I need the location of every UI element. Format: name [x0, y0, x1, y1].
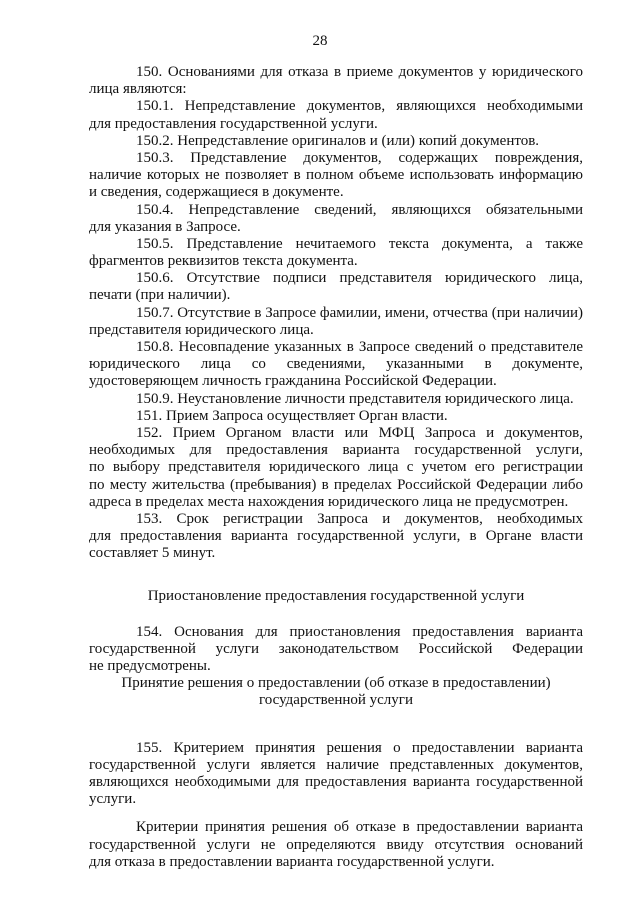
text-line: 150. Основаниями для отказа в приеме документов у юридического: [136, 64, 583, 80]
text-line: 150.6. Отсутствие подписи представителя юридического лица,: [136, 270, 583, 287]
text-line: государственной услуги не определяются ввиду отсутствия оснований: [89, 836, 583, 853]
text-line: 151. Прием Запроса осуществляет Орган власти.: [136, 407, 448, 424]
text-line: для отказа в предоставлении варианта государственной услуги.: [89, 853, 495, 870]
text-line: 155. Критерием принятия решения о предоставлении варианта: [136, 739, 583, 756]
text-line: для предоставления варианта государственной услуги, в Органе власти: [89, 528, 583, 545]
text-line: адреса в пределах места нахождения юридического лица не предусмотрен.: [89, 493, 569, 510]
text-line: 150.3. Представление документов, содержащих повреждения,: [136, 149, 583, 166]
page-number: 28: [312, 33, 328, 49]
text-line: государственной услуги законодательством Российской Федерации: [89, 640, 583, 657]
section-heading: Принятие решения о предоставлении (об отказе в предоставлении): [121, 675, 551, 692]
text-line: 153. Срок регистрации Запроса и документов, необходимых: [136, 510, 583, 527]
text-line: наличие которых не позволяет в полном объеме использовать информацию: [89, 167, 583, 184]
text-line: 152. Прием Органом власти или МФЦ Запроса и документов,: [136, 424, 583, 441]
text-line: необходимых для предоставления варианта государственной услуги,: [89, 442, 583, 459]
text-line: и сведения, содержащиеся в документе.: [89, 184, 344, 201]
text-line: удостоверяющем личность гражданина Российской Федерации.: [89, 373, 497, 390]
text-line: юридического лица со сведениями, указанными в документе,: [89, 356, 583, 373]
text-line: Критерии принятия решения об отказе в предоставлении варианта: [136, 819, 583, 836]
section-heading: Приостановление предоставления государственной услуги: [147, 588, 525, 605]
text-line: 150.9. Неустановление личности представителя юридического лица.: [136, 390, 574, 407]
text-line: фрагментов реквизитов текста документа.: [89, 253, 358, 270]
text-line: 150.4. Непредставление сведений, являющихся обязательными: [136, 201, 583, 218]
section-heading: государственной услуги: [259, 692, 413, 709]
text-line: 150.1. Непредставление документов, являющихся необходимыми: [136, 98, 583, 115]
text-line: для указания в Запросе.: [89, 218, 241, 235]
text-line: по выбору представителя юридического лица с учетом его регистрации: [89, 459, 583, 476]
text-line: 150.7. Отсутствие в Запросе фамилии, имени, отчества (при наличии): [136, 304, 583, 321]
text-line: не предусмотрены.: [89, 658, 211, 674]
text-line: 154. Основания для приостановления предоставления варианта: [136, 623, 583, 640]
text-line: 150.8. Несовпадение указанных в Запросе сведений о представителе: [136, 339, 583, 355]
text-line: по месту жительства (пребывания) в пределах Российской Федерации либо: [89, 476, 583, 493]
document-body: [89, 64, 583, 871]
text-line: 150.2. Непредставление оригиналов и (или) копий документов.: [136, 132, 540, 149]
text-line: лица являются:: [89, 81, 187, 98]
text-line: 150.5. Представление нечитаемого текста документа, а также: [136, 235, 583, 252]
text-line: печати (при наличии).: [89, 287, 231, 304]
text-line: составляет 5 минут.: [89, 545, 216, 562]
text-line: государственной услуги является наличие представленных документов,: [89, 756, 583, 773]
text-line: являющихся необходимыми для предоставления варианта государственной: [89, 773, 583, 790]
text-line: для предоставления государственной услуги.: [89, 115, 378, 132]
text-line: представителя юридического лица.: [89, 321, 314, 338]
text-line: услуги.: [89, 791, 137, 808]
